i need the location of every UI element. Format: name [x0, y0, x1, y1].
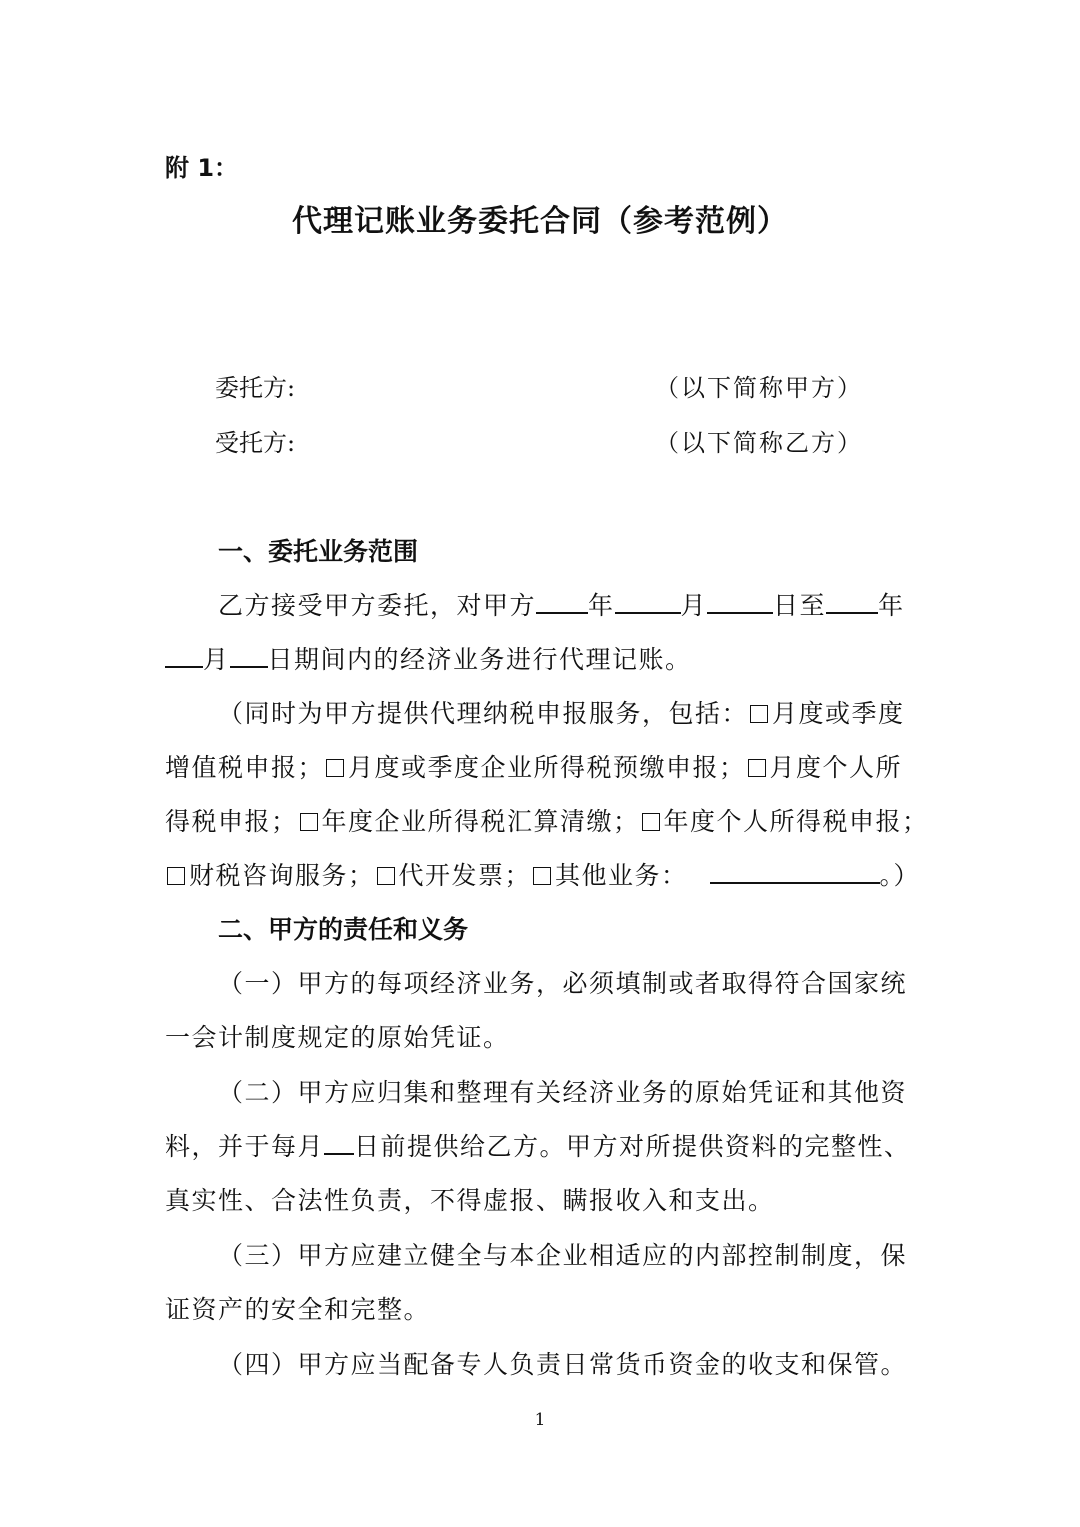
section-1-para-2-line-4: 财税咨询服务； 代开发票； 其他业务： 。） — [165, 856, 920, 892]
section-1-para-1-line-2: 月 日期间内的经济业务进行代理记账。 — [165, 640, 692, 676]
section-1-para-1-line-1: 乙方接受甲方委托，对甲方 年 月 日至 年 — [218, 586, 905, 622]
blank-day-end — [230, 642, 268, 668]
checkbox-icon[interactable] — [750, 705, 768, 723]
blank-month-end — [165, 642, 203, 668]
checkbox-icon[interactable] — [533, 867, 551, 885]
section-2-item-1-line-1: （一）甲方的每项经济业务，必须填制或者取得符合国家统 — [218, 969, 908, 998]
blank-other-business — [710, 858, 880, 884]
section-1-para-2-line-2: 增值税申报； 月度或季度企业所得税预缴申报； 月度个人所 — [165, 753, 903, 782]
section-2-item-2-line-2: 料，并于每月 日前提供给乙方。甲方对所提供资料的完整性、 — [165, 1127, 911, 1163]
blank-submit-day — [324, 1129, 354, 1155]
blank-day-start — [707, 588, 773, 614]
blank-year-start — [536, 588, 588, 614]
checkbox-icon[interactable] — [748, 759, 766, 777]
blank-year-end — [826, 588, 878, 614]
checkbox-icon[interactable] — [300, 813, 318, 831]
section-1-heading: 一、委托业务范围 — [218, 537, 419, 566]
section-1-para-2-line-1: （同时为甲方提供代理纳税申报服务，包括： 月度或季度 — [218, 699, 905, 728]
page-number: 1 — [534, 1410, 546, 1430]
section-2-item-4-line-1: （四）甲方应当配备专人负责日常货币资金的收支和保管。 — [218, 1350, 908, 1379]
section-2-item-2-line-1: （二）甲方应归集和整理有关经济业务的原始凭证和其他资 — [218, 1078, 908, 1107]
section-2-item-3-line-2: 证资产的安全和完整。 — [165, 1295, 431, 1324]
attachment-label: 附 1： — [165, 154, 239, 182]
client-note: （以下简称甲方） — [655, 374, 863, 402]
agent-label: 受托方: — [215, 429, 296, 457]
checkbox-icon[interactable] — [167, 867, 185, 885]
section-1-para-2-line-3: 得税申报； 年度企业所得税汇算清缴； 年度个人所得税申报； — [165, 807, 929, 836]
section-2-item-2-line-3: 真实性、合法性负责，不得虚报、瞒报收入和支出。 — [165, 1186, 775, 1215]
client-label: 委托方: — [215, 374, 296, 402]
blank-month-start — [615, 588, 681, 614]
section-2-item-1-line-2: 一会计制度规定的原始凭证。 — [165, 1023, 510, 1052]
agent-note: （以下简称乙方） — [655, 429, 863, 457]
checkbox-icon[interactable] — [326, 759, 344, 777]
section-2-heading: 二、甲方的责任和义务 — [218, 915, 469, 944]
checkbox-icon[interactable] — [642, 813, 660, 831]
section-2-item-3-line-1: （三）甲方应建立健全与本企业相适应的内部控制制度，保 — [218, 1241, 908, 1270]
checkbox-icon[interactable] — [377, 867, 395, 885]
document-title: 代理记账业务委托合同（参考范例） — [292, 204, 788, 239]
